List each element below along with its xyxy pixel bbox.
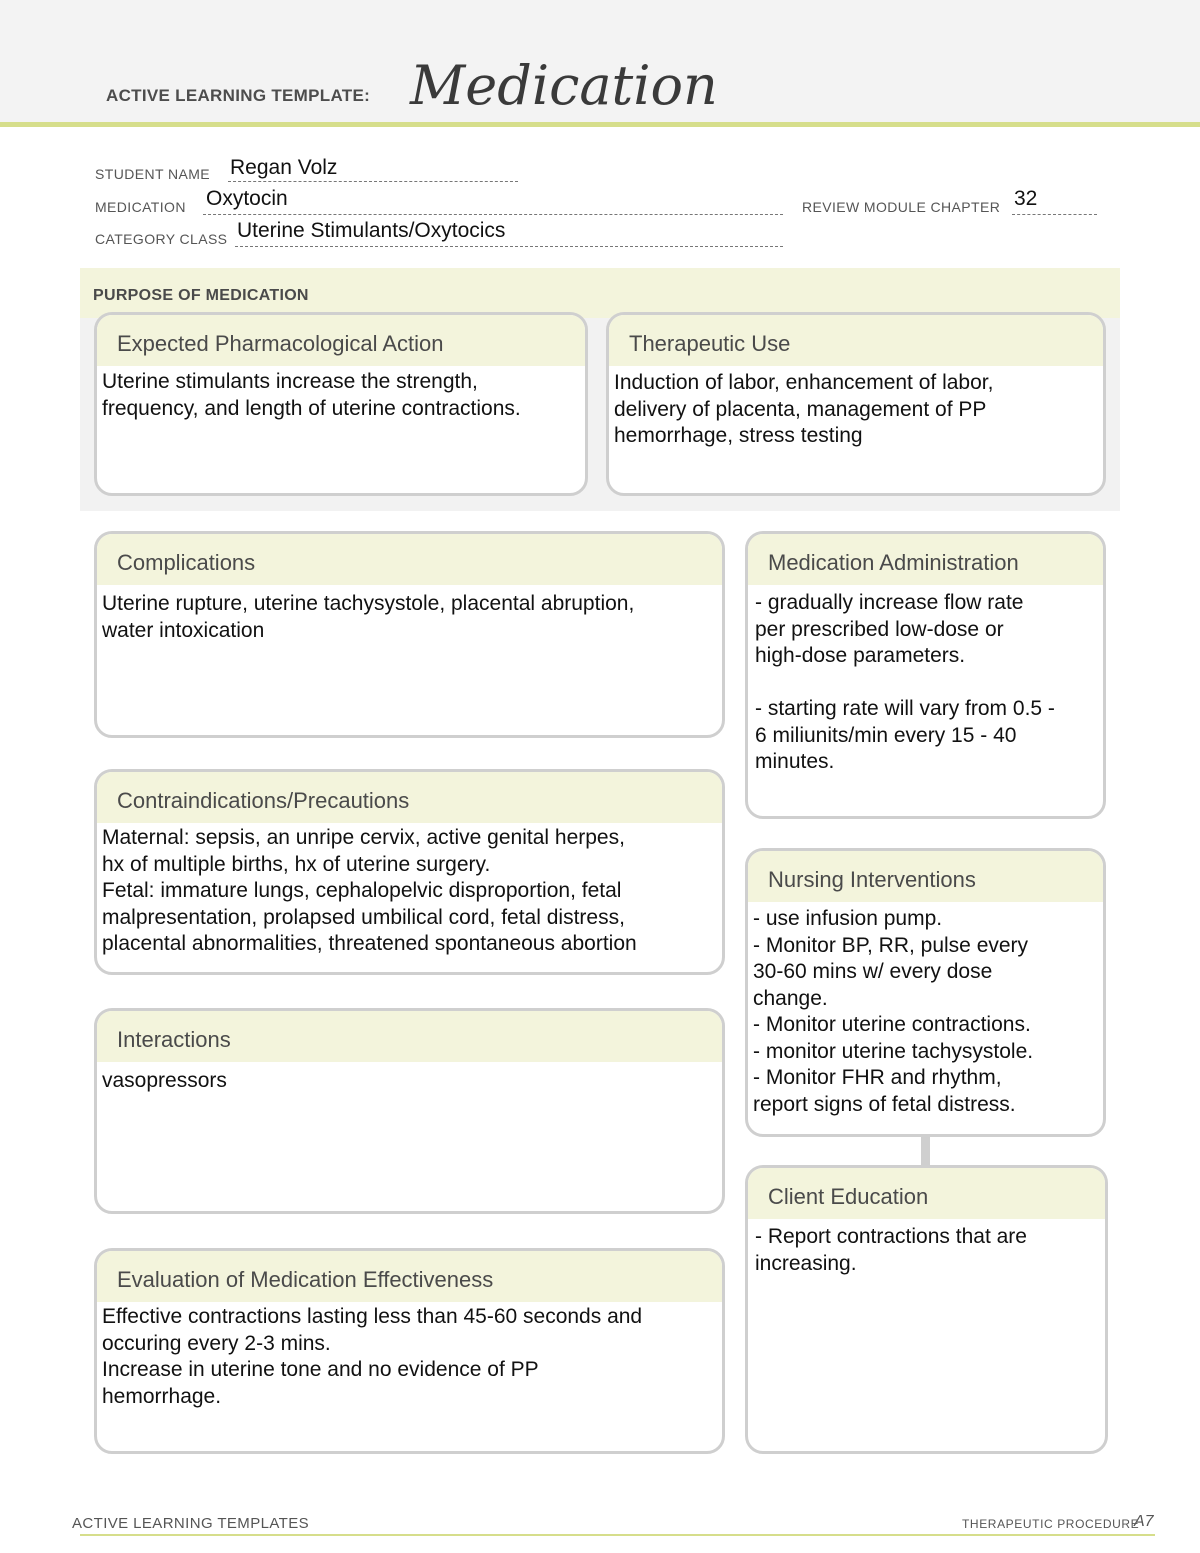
administration-box [745,531,1106,819]
student-name-value[interactable]: Regan Volz [230,156,338,179]
category-class-value[interactable]: Uterine Stimulants/Oxytocics [237,219,506,242]
footer-right: THERAPEUTIC PROCEDURE [962,1517,1140,1531]
template-label: ACTIVE LEARNING TEMPLATE: [106,86,371,105]
medication-line [203,214,783,215]
nursing-box [745,848,1106,1137]
education-title: Client Education [748,1168,1105,1219]
category-class-label: CATEGORY CLASS [95,231,228,247]
student-name-label: STUDENT NAME [95,166,210,182]
expected-action-text[interactable]: Uterine stimulants increase the strength, frequency, and length of uterine contractions. [102,370,521,420]
interactions-text[interactable]: vasopressors [102,1069,227,1092]
footer-left: ACTIVE LEARNING TEMPLATES [72,1515,309,1532]
education-text[interactable]: - Report contractions that are increasing. [755,1225,1027,1275]
therapeutic-use-title: Therapeutic Use [609,315,1103,366]
contraindications-box [94,769,725,975]
header-accent-line [0,122,1200,127]
complications-title: Complications [97,534,722,585]
complications-box [94,531,725,738]
medication-label: MEDICATION [95,199,186,215]
review-module-value[interactable]: 32 [1014,187,1038,210]
evaluation-box [94,1248,725,1454]
nursing-education-connector [921,1135,930,1167]
footer-line [80,1534,1155,1536]
review-module-label: REVIEW MODULE CHAPTER [802,199,1001,215]
category-class-line [235,246,783,247]
expected-action-title: Expected Pharmacological Action [97,315,585,366]
purpose-label: PURPOSE OF MEDICATION [93,287,309,304]
education-box [745,1165,1108,1454]
footer-page-number: A7 [1134,1513,1154,1530]
evaluation-title: Evaluation of Medication Effectiveness [97,1251,722,1302]
therapeutic-use-box [606,312,1106,496]
interactions-box [94,1008,725,1214]
evaluation-text[interactable]: Effective contractions lasting less than 45-60 seconds and occuring every 2-3 mins. Increase in uterine tone and no evidence of PP hemorrhage. [102,1305,643,1408]
nursing-title: Nursing Interventions [748,851,1103,902]
nursing-text[interactable]: - use infusion pump. - Monitor BP, RR, pulse every 30-60 mins w/ every dose change. - Monitor uterine contractions. - monitor uterine tachysystole. - Monitor FHR and rhythm, report signs of fetal distress. [753,907,1034,1116]
template-title: Medication [410,54,718,117]
administration-title: Medication Administration [748,534,1103,585]
complications-text[interactable]: Uterine rupture, uterine tachysystole, placental abruption, water intoxication [102,592,635,642]
therapeutic-use-text[interactable]: Induction of labor, enhancement of labor, delivery of placenta, management of PP hemorrhage, stress testing [614,371,994,447]
medication-value[interactable]: Oxytocin [206,187,288,210]
interactions-title: Interactions [97,1011,722,1062]
administration-text[interactable]: - gradually increase flow rate per prescribed low-dose or high-dose parameters. - starting rate will vary from 0.5 - 6 miliunits/min every 15 - 40 minutes. [755,591,1055,773]
contraindications-title: Contraindications/Precautions [97,772,722,823]
review-module-line [1012,214,1097,215]
contraindications-text[interactable]: Maternal: sepsis, an unripe cervix, active genital herpes, hx of multiple births, hx of uterine surgery. Fetal: immature lungs, cephalopelvic disproportion, fetal malpresentation, prolapsed umbilical cord, fetal distress, placental abnormalities, threatened spontaneous abortion [102,826,637,955]
expected-action-box [94,312,588,496]
student-name-line [228,181,518,182]
